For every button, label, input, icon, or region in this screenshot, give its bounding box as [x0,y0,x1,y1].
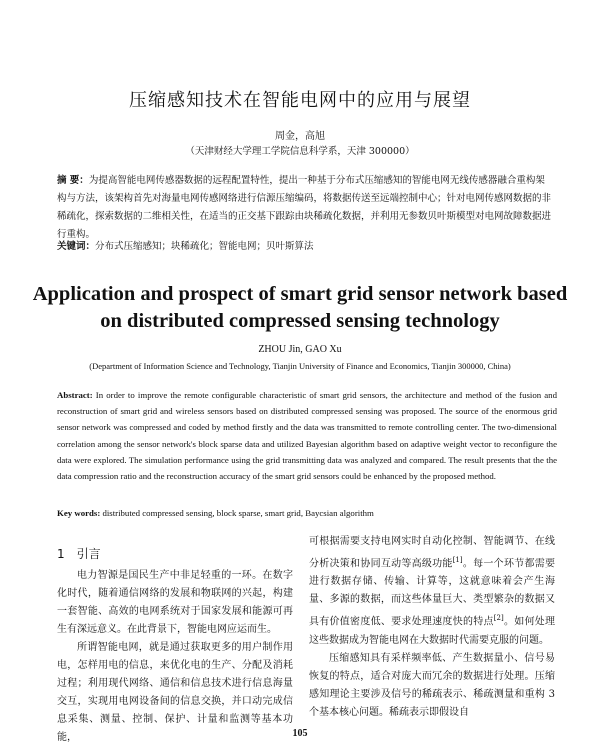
chinese-keywords-label: 关键词： [57,241,96,252]
english-authors: ZHOU Jin, GAO Xu [258,344,342,355]
chinese-abstract-text: 为提高智能电网传感器数据的远程配置特性，提出一种基于分布式压缩感知的智能电网无线传感器融合重构架构与方法，该架构首先对海量电网传感网络进行信源压缩编码，将数据传送至远端控制中心；针对电网传感网数据的非稀疏化，探索数据的二维相关性，在适当的正交基下跟踪由块稀疏化数据，并利用无参数贝叶斯模型对电网故障数据进行重构。 [57,175,552,240]
english-abstract-label: Abstract: [57,390,93,400]
english-title-line-1: Application and prospect of smart grid sensor network based [32,283,568,305]
chinese-keywords [57,239,552,255]
body-column-left [57,567,293,747]
english-title [30,281,570,335]
chinese-title: 压缩感知技术在智能电网中的应用与展望 [129,90,471,111]
body-text: 。如何处理这些数据成为智能电网在大数据时代需要克服的问题。 [309,616,556,646]
english-affiliation: (Department of Information Science and Technology, Tianjin University of Finance and Economics, Tianjin 300000, China) [89,361,511,371]
english-keywords-label: Key words: [57,508,101,518]
english-keywords-text: distributed compressed sensing, block sparse, smart grid, Baycsian algorithm [102,508,374,518]
chinese-affiliation: （天津财经大学理工学院信息科学系，天津 300000） [185,146,415,157]
page-number: 105 [292,728,308,739]
section-title: 引言 [76,547,101,561]
chinese-abstract [57,172,552,244]
body-paragraph: 所谓智能电网，就是通过获取更多的用户制作用电，怎样用电的信息，来优化电的生产、分配及消耗过程；利用现代网络、通信和信息技术进行信息海量交互，实现用电网设备间的信息交换，并口动完成信息采集、测量、控制、保护、计量和监测等基本功能， [57,642,293,743]
body-text: 。每一个环节都需要进行数据存储、传输、计算等，这就意味着会产生海量、多源的数据，而这些体量巨大、类型繁杂的数据又具有价值密度低、要求处理速度快的特点 [309,558,556,628]
citation: [2] [493,614,504,623]
body-column-right [309,533,555,722]
citation: [1] [452,556,463,564]
english-abstract [57,387,557,484]
english-keywords [57,505,557,521]
chinese-keywords-text: 分布式压缩感知；块稀疏化；智能电网；贝叶斯算法 [95,241,314,252]
chinese-abstract-label: 摘 要： [57,175,89,186]
body-paragraph [309,533,555,650]
section-heading-introduction [57,545,101,562]
english-abstract-text: In order to improve the remote configurable characteristic of smart grid sensors, the architecture and method of the fusion and reconstruction of smart grid and wireless sensors based on distributed compressed sensing was proposed. The source of the enormous grid sensor network was compressed and coded by method firstly and the data was transmitted to remote controlling center. The two-dimensional correlation among the sensor network's block sparse data and utilized Bayesian algorithm based on adaptive weight vector to reconfigure the data were explored. The simulation performance using the grid transmitting data was analyzed and compared. The result presents that the the data compression ratio and the reconstruction accuracy of the smart grid sensors could be enhanced by the proposed method. [57,390,557,482]
body-paragraph: 压缩感知具有采样频率低、产生数据量小、信号易恢复的特点，适合对庞大而冗余的数据进行处理。压缩感知理论主要涉及信号的稀疏表示、稀疏测量和重构 3 个基本核心问题。稀疏表示即假设自 [309,652,555,718]
english-title-line-2: on distributed compressed sensing technology [100,310,500,332]
body-text: 可根据需要支持电网实时自动化控制、智能调节、在线分析决策和协同互动等高级功能 [309,536,555,570]
body-paragraph: 电力智源是国民生产中非足轻重的一环。在数字化时代，随着通信网络的发展和物联网的兴起，构建一套智能、高效的电网系统对于国家发展和能源可再生有深远意义。在此背景下，智能电网应运而生。 [57,570,293,635]
chinese-authors: 周金，高旭 [275,131,325,142]
section-number: 1 [57,547,65,561]
